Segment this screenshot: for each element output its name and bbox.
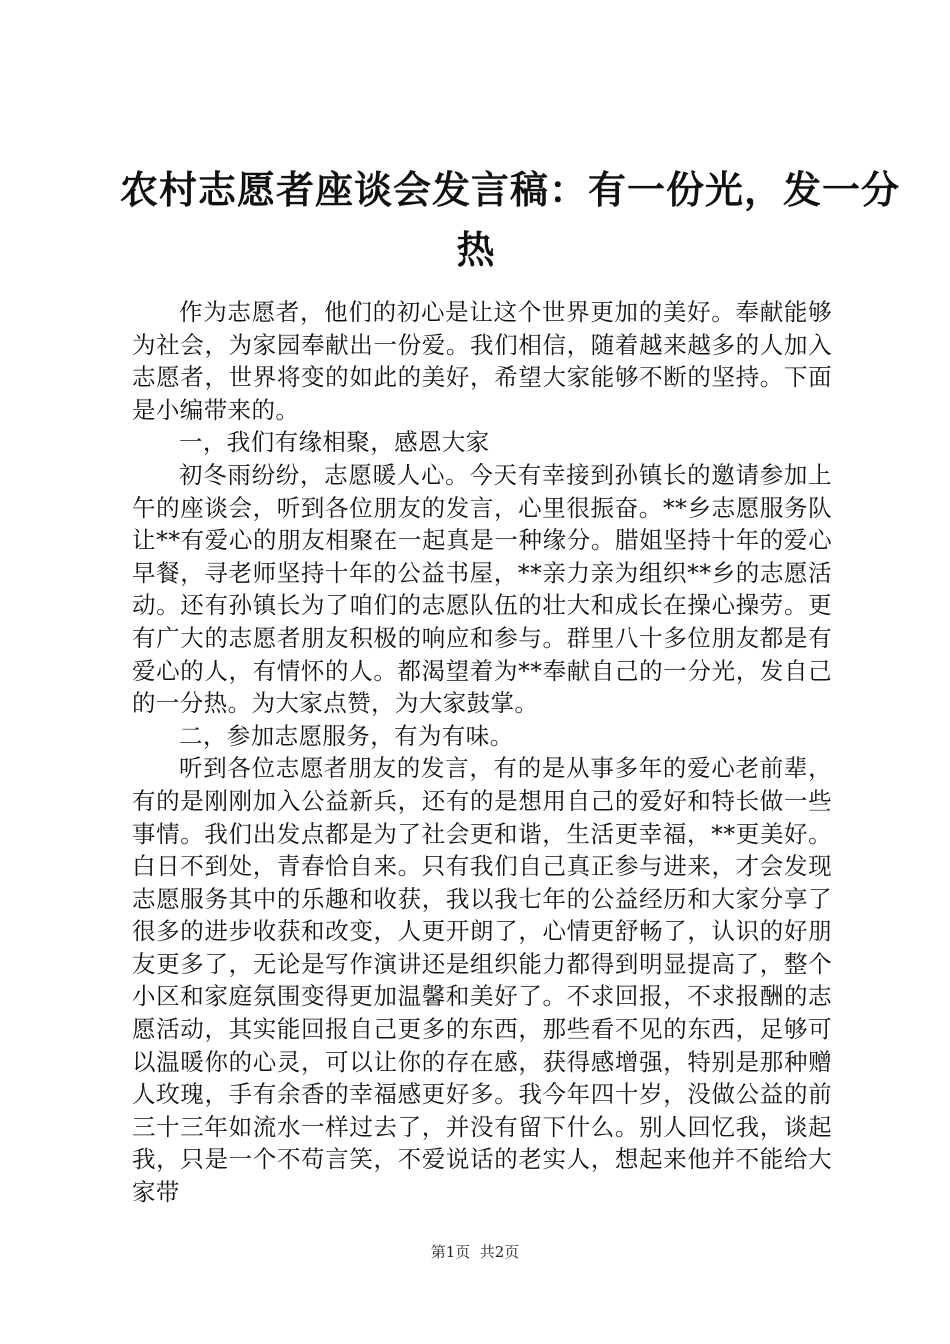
intro-paragraph: 作为志愿者，他们的初心是让这个世界更加的美好。奉献能够为社会，为家园奉献出一份爱。我们相信，随着越来越多的人加入志愿者，世界将变的如此的美好，希望大家能够不断的坚持。下面是小编带来的。 — [132, 298, 832, 424]
document-body — [132, 296, 832, 1209]
section-1-paragraph: 初冬雨纷纷，志愿暖人心。今天有幸接到孙镇长的邀请参加上午的座谈会，听到各位朋友的发言，心里很振奋。**乡志愿服务队让**有爱心的朋友相聚在一起真是一种缘分。腊姐坚持十年的爱心早餐，寻老师坚持十年的公益书屋，**亲力亲为组织**乡的志愿活动。还有孙镇长为了咱们的志愿队伍的壮大和成长在操心操劳。更有广大的志愿者朋友积极的响应和参与。群里八十多位朋友都是有爱心的人，有情怀的人。都渴望着为**奉献自己的一分光，发自己的一分热。为大家点赞，为大家鼓掌。 — [132, 460, 832, 718]
title-line-1: 农村志愿者座谈会发言稿：有一份光，发一分 — [120, 167, 901, 212]
page-number: 第1页 共2页 — [430, 1243, 520, 1261]
page-footer — [0, 1242, 950, 1262]
section-heading-2: 二，参加志愿服务，有为有味。 — [179, 721, 514, 750]
title-line-2: 热 — [456, 227, 496, 272]
section-heading-1: 一，我们有缘相聚，感恩大家 — [179, 428, 490, 457]
section-2-paragraph: 听到各位志愿者朋友的发言，有的是从事多年的爱心老前辈，有的是刚刚加入公益新兵，还有的是想用自己的爱好和特长做一些事情。我们出发点都是为了社会更和谐，生活更幸福，**更美好。白日不到处，青春恰自来。只有我们自己真正参与进来，才会发现志愿服务其中的乐趣和收获，我以我七年的公益经历和大家分享了很多的进步收获和改变，人更开朗了，心情更舒畅了，认识的好朋友更多了，无论是写作演讲还是组织能力都得到明显提高了，整个小区和家庭氛围变得更加温馨和美好了。不求回报，不求报酬的志愿活动，其实能回报自己更多的东西，那些看不见的东西，足够可以温暖你的心灵，可以让你的存在感，获得感增强，特别是那种赠人玫瑰，手有余香的幸福感更好多。我今年四十岁，没做公益的前三十三年如流水一样过去了，并没有留下什么。别人回忆我，谈起我，只是一个不苟言笑，不爱说话的老实人，想起来他并不能给大家带 — [132, 754, 832, 1207]
document-title — [120, 160, 901, 280]
